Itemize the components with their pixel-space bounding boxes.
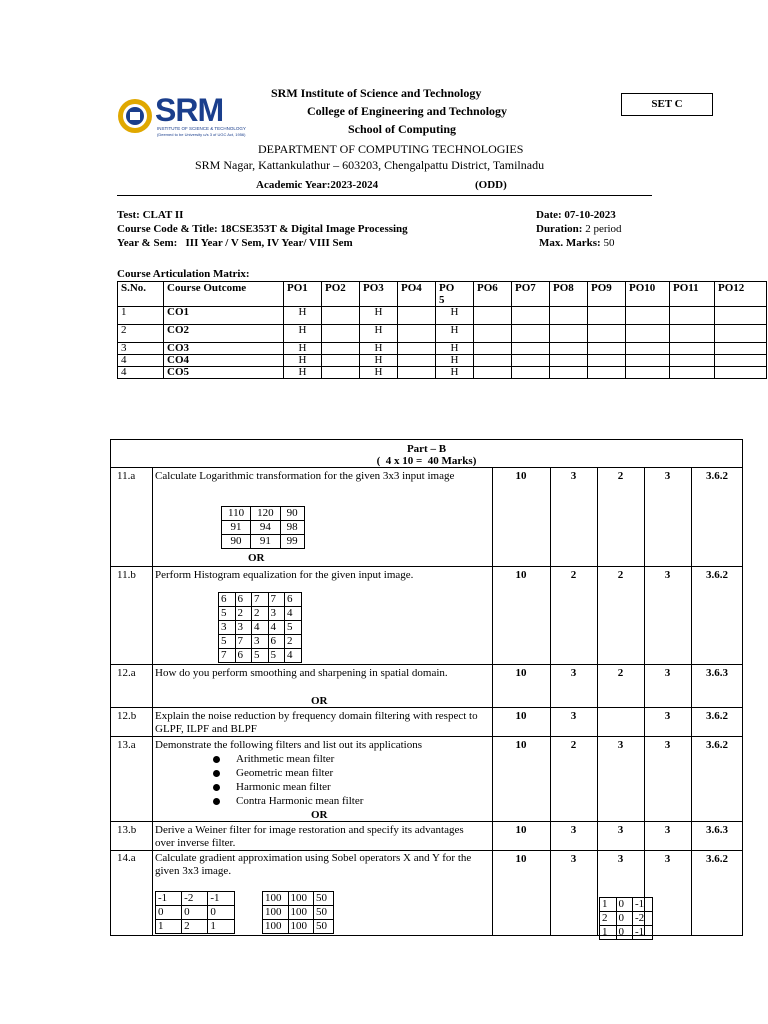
question-marks-14a: 10 xyxy=(515,853,527,865)
srm-logo xyxy=(117,92,247,140)
part-b-title: Part – B xyxy=(406,443,447,455)
question-co-12a: 2 xyxy=(617,667,624,679)
matrix-header-cell: PO11 xyxy=(670,282,715,307)
matrix-title: Course Articulation Matrix: xyxy=(117,268,250,280)
logo-subtitle: INSTITUTE OF SCIENCE & TECHNOLOGY xyxy=(157,126,246,131)
set-label: SET C xyxy=(651,98,683,110)
matrix-cell: H xyxy=(284,307,322,325)
matrix-11a-cell: 120 xyxy=(251,507,281,521)
matrix-cell: H xyxy=(360,355,398,367)
matrix-header-cell: PO1 xyxy=(284,282,322,307)
matrix-11b-cell: 4 xyxy=(285,649,302,663)
question-bl-11b: 2 xyxy=(570,569,577,581)
part-b-subtitle: ( 4 x 10 = 40 Marks) xyxy=(376,455,477,467)
sobel-x-kernel xyxy=(599,897,653,940)
matrix-cell: H xyxy=(436,307,474,325)
matrix-cell: H xyxy=(436,355,474,367)
or-13: OR xyxy=(311,809,328,821)
matrix-cell xyxy=(550,343,588,355)
question-number-14a: 14.a xyxy=(117,852,136,864)
matrix-11b-cell: 2 xyxy=(252,607,269,621)
course-code-title: Course Code & Title: 18CSE353T & Digital Image Processing xyxy=(117,223,408,235)
matrix-cell xyxy=(670,325,715,343)
matrix-11b-cell: 4 xyxy=(252,621,269,635)
matrix-11b-cell: 7 xyxy=(219,649,236,663)
matrix-11b-row xyxy=(219,649,302,663)
matrix-cell xyxy=(715,367,767,379)
matrix-header-cell: PO7 xyxy=(512,282,550,307)
matrix-11a-row xyxy=(222,507,305,521)
sobel-y-cell: -2 xyxy=(182,892,208,906)
school-name: School of Computing xyxy=(348,122,457,136)
question-pi-13b: 3.6.3 xyxy=(706,824,728,836)
question-po-14a: 3 xyxy=(664,853,671,865)
matrix-11a-cell: 98 xyxy=(280,521,304,535)
question-po-13b: 3 xyxy=(664,824,671,836)
matrix-header-cell: PO3 xyxy=(360,282,398,307)
question-co-13b: 3 xyxy=(617,824,624,836)
matrix-cell xyxy=(550,367,588,379)
matrix-11a-row xyxy=(222,535,305,549)
matrix-11b-cell: 5 xyxy=(285,621,302,635)
or-12: OR xyxy=(311,695,328,707)
matrix-11b-cell: 2 xyxy=(285,635,302,649)
filter-list-item xyxy=(213,780,363,794)
sobel-y-row xyxy=(156,906,235,920)
question-bl-14a: 3 xyxy=(570,853,577,865)
matrix-cell xyxy=(398,355,436,367)
logo-tagline: (Deemed to be University u/s 3 of UGC Act, 1956) xyxy=(157,132,246,137)
question-number-11b: 11.b xyxy=(117,569,136,581)
matrix-cell xyxy=(550,325,588,343)
filter-list-item xyxy=(213,752,363,766)
question-po-11a: 3 xyxy=(664,470,671,482)
matrix-cell: H xyxy=(360,367,398,379)
sobel-x-cell: -2 xyxy=(633,912,653,926)
matrix-cell xyxy=(474,343,512,355)
matrix-cell xyxy=(670,307,715,325)
sobel-x-cell: -1 xyxy=(633,898,653,912)
matrix-cell xyxy=(398,367,436,379)
question-marks-13b: 10 xyxy=(515,824,527,836)
matrix-11b-cell: 3 xyxy=(268,607,285,621)
sobel-y-cell: 2 xyxy=(182,920,208,934)
sobel-y-cell: 0 xyxy=(156,906,182,920)
matrix-11a-cell: 90 xyxy=(222,535,251,549)
matrix-cell: H xyxy=(284,343,322,355)
matrix-cell: H xyxy=(360,307,398,325)
sobel-y-cell: -1 xyxy=(156,892,182,906)
matrix-11b-cell: 6 xyxy=(235,649,252,663)
matrix-cell xyxy=(322,307,360,325)
matrix-cell xyxy=(322,325,360,343)
matrix-cell xyxy=(474,355,512,367)
matrix-cell xyxy=(715,343,767,355)
question-bl-13a: 2 xyxy=(570,739,577,751)
matrix-11a-cell: 94 xyxy=(251,521,281,535)
filter-list xyxy=(213,752,363,808)
question-pi-13a: 3.6.2 xyxy=(706,739,728,751)
bullet-icon xyxy=(213,756,220,763)
matrix-cell: H xyxy=(436,343,474,355)
sobel-x-cell: 0 xyxy=(616,926,633,940)
row-divider xyxy=(110,664,743,665)
matrix-cell: CO5 xyxy=(164,367,284,379)
matrix-header-cell: PO6 xyxy=(474,282,512,307)
matrix-11b-cell: 6 xyxy=(285,593,302,607)
question-co-11b: 2 xyxy=(617,569,624,581)
matrix-11b-cell: 3 xyxy=(252,635,269,649)
matrix-cell xyxy=(588,343,626,355)
image-14a-cell: 50 xyxy=(314,892,334,906)
matrix-11b-cell: 6 xyxy=(219,593,236,607)
or-11: OR xyxy=(248,552,265,564)
matrix-cell: H xyxy=(284,355,322,367)
matrix-cell: CO3 xyxy=(164,343,284,355)
sobel-x-row xyxy=(600,898,653,912)
image-14a-row xyxy=(263,892,334,906)
test-date: Date: 07-10-2023 xyxy=(536,209,616,221)
question-bl-11a: 3 xyxy=(570,470,577,482)
matrix-header-cell: PO2 xyxy=(322,282,360,307)
marks-value: 50 xyxy=(600,237,615,249)
matrix-header-cell: S.No. xyxy=(118,282,164,307)
column-divider xyxy=(550,467,551,936)
question-text-13b: Derive a Weiner filter for image restoration and specify its advantages over inverse filter. xyxy=(155,824,464,849)
matrix-cell: CO4 xyxy=(164,355,284,367)
matrix-cell xyxy=(398,343,436,355)
matrix-cell xyxy=(474,325,512,343)
year-sem: Year & Sem: III Year / V Sem, IV Year/ VIII Sem xyxy=(117,237,353,249)
question-bl-13b: 3 xyxy=(570,824,577,836)
question-po-13a: 3 xyxy=(664,739,671,751)
matrix-cell xyxy=(588,325,626,343)
question-text-11b: Perform Histogram equalization for the given input image. xyxy=(155,569,414,581)
question-bl-12b: 3 xyxy=(570,710,577,722)
sobel-y-kernel xyxy=(155,891,235,934)
matrix-cell xyxy=(474,367,512,379)
column-divider xyxy=(691,467,692,936)
question-text-13a: Demonstrate the following filters and list out its applications xyxy=(155,739,423,751)
question-pi-12b: 3.6.2 xyxy=(706,710,728,722)
matrix-cell xyxy=(512,325,550,343)
filter-name: Geometric mean filter xyxy=(236,767,334,779)
department-name: DEPARTMENT OF COMPUTING TECHNOLOGIES xyxy=(258,142,524,156)
institute-name: SRM Institute of Science and Technology xyxy=(271,86,482,100)
matrix-cell xyxy=(512,355,550,367)
sobel-y-row xyxy=(156,892,235,906)
row-divider xyxy=(110,850,743,851)
matrix-11b-row xyxy=(219,635,302,649)
sobel-x-cell: 1 xyxy=(600,898,617,912)
matrix-header-cell: PO 5 xyxy=(436,282,474,307)
question-po-12a: 3 xyxy=(664,667,671,679)
matrix-cell xyxy=(512,367,550,379)
image-14a-row xyxy=(263,906,334,920)
matrix-cell xyxy=(398,325,436,343)
matrix-cell xyxy=(588,355,626,367)
matrix-cell xyxy=(322,343,360,355)
matrix-cell xyxy=(550,355,588,367)
question-number-11a: 11.a xyxy=(117,470,136,482)
matrix-cell xyxy=(474,307,512,325)
matrix-row xyxy=(118,307,767,325)
college-name: College of Engineering and Technology xyxy=(307,104,508,118)
matrix-cell xyxy=(588,307,626,325)
matrix-11b-cell: 5 xyxy=(219,607,236,621)
matrix-11b-row xyxy=(219,621,302,635)
matrix-cell xyxy=(626,367,670,379)
matrix-11a-cell: 110 xyxy=(222,507,251,521)
matrix-11b-cell: 2 xyxy=(235,607,252,621)
matrix-cell xyxy=(715,355,767,367)
question-bl-12a: 3 xyxy=(570,667,577,679)
image-14a-row xyxy=(263,920,334,934)
question-text-12a: How do you perform smoothing and sharpening in spatial domain. xyxy=(155,667,448,679)
set-box xyxy=(621,93,713,116)
matrix-cell xyxy=(715,307,767,325)
sobel-y-cell: 1 xyxy=(208,920,234,934)
question-number-13b: 13.b xyxy=(117,824,137,836)
matrix-cell: 2 xyxy=(118,325,164,343)
filter-name: Harmonic mean filter xyxy=(236,781,331,793)
sobel-y-cell: -1 xyxy=(208,892,234,906)
sobel-x-row xyxy=(600,926,653,940)
matrix-cell: 3 xyxy=(118,343,164,355)
matrix-row xyxy=(118,325,767,343)
matrix-cell xyxy=(322,355,360,367)
matrix-11b-row xyxy=(219,593,302,607)
sobel-x-cell: 0 xyxy=(616,898,633,912)
row-divider xyxy=(110,707,743,708)
question-number-13a: 13.a xyxy=(117,739,136,751)
question-co-11a: 2 xyxy=(617,470,624,482)
matrix-cell xyxy=(398,307,436,325)
row-divider xyxy=(110,821,743,822)
question-number-12b: 12.b xyxy=(117,710,137,722)
question-pi-11b: 3.6.2 xyxy=(706,569,728,581)
articulation-matrix xyxy=(117,281,767,379)
marks-label: Max. Marks: xyxy=(539,237,601,249)
matrix-header-cell: PO4 xyxy=(398,282,436,307)
sobel-y-cell: 1 xyxy=(156,920,182,934)
column-divider xyxy=(152,467,153,936)
question-number-12a: 12.a xyxy=(117,667,136,679)
row-divider xyxy=(110,467,743,468)
question-text-12b: Explain the noise reduction by frequency domain filtering with respect to GLPF, ILPF and BLPF xyxy=(155,710,478,735)
row-divider xyxy=(110,566,743,567)
matrix-cell: 4 xyxy=(118,355,164,367)
matrix-header-cell: PO10 xyxy=(626,282,670,307)
image-14a-cell: 100 xyxy=(288,906,314,920)
row-divider xyxy=(110,736,743,737)
sobel-y-row xyxy=(156,920,235,934)
filter-list-item xyxy=(213,766,363,780)
question-co-14a: 3 xyxy=(617,853,624,865)
question-po-12b: 3 xyxy=(664,710,671,722)
question-pi-12a: 3.6.3 xyxy=(706,667,728,679)
matrix-cell: H xyxy=(360,343,398,355)
matrix-cell: H xyxy=(360,325,398,343)
sobel-x-row xyxy=(600,912,653,926)
bullet-icon xyxy=(213,784,220,791)
matrix-11b-cell: 3 xyxy=(219,621,236,635)
matrix-11b-cell: 4 xyxy=(268,621,285,635)
matrix-header-row xyxy=(118,282,767,307)
bullet-icon xyxy=(213,798,220,805)
image-14a-cell: 100 xyxy=(263,892,289,906)
test-name: Test: CLAT II xyxy=(117,209,184,221)
matrix-cell xyxy=(626,307,670,325)
question-co-13a: 3 xyxy=(617,739,624,751)
sobel-x-cell: -1 xyxy=(633,926,653,940)
matrix-11a-cell: 91 xyxy=(222,521,251,535)
question-marks-12a: 10 xyxy=(515,667,527,679)
matrix-11b-cell: 5 xyxy=(268,649,285,663)
address: SRM Nagar, Kattankulathur – 603203, Chengalpattu District, Tamilnadu xyxy=(195,158,545,172)
matrix-cell xyxy=(322,367,360,379)
matrix-header-cell: Course Outcome xyxy=(164,282,284,307)
matrix-11b-cell: 7 xyxy=(268,593,285,607)
column-divider xyxy=(644,467,645,936)
question-marks-11a: 10 xyxy=(515,470,527,482)
matrix-cell xyxy=(512,343,550,355)
matrix-cell xyxy=(626,343,670,355)
matrix-11a xyxy=(221,506,305,549)
matrix-row xyxy=(118,343,767,355)
matrix-11b xyxy=(218,592,302,663)
matrix-11b-cell: 6 xyxy=(268,635,285,649)
sobel-y-cell: 0 xyxy=(182,906,208,920)
matrix-cell: 1 xyxy=(118,307,164,325)
question-pi-11a: 3.6.2 xyxy=(706,470,728,482)
sobel-x-cell: 2 xyxy=(600,912,617,926)
matrix-cell: H xyxy=(436,325,474,343)
question-po-11b: 3 xyxy=(664,569,671,581)
matrix-11b-cell: 5 xyxy=(219,635,236,649)
matrix-row xyxy=(118,367,767,379)
matrix-11b-cell: 6 xyxy=(235,593,252,607)
srm-emblem-icon xyxy=(117,98,153,134)
image-14a-cell: 100 xyxy=(263,906,289,920)
matrix-11b-cell: 7 xyxy=(252,593,269,607)
matrix-cell: H xyxy=(284,367,322,379)
academic-year: Academic Year:2023-2024 xyxy=(256,179,379,191)
sobel-y-cell: 0 xyxy=(208,906,234,920)
matrix-11b-cell: 7 xyxy=(235,635,252,649)
matrix-cell: CO2 xyxy=(164,325,284,343)
matrix-cell xyxy=(588,367,626,379)
logo-text: SRM xyxy=(155,92,224,128)
question-text-11a: Calculate Logarithmic transformation for the given 3x3 input image xyxy=(155,470,455,482)
matrix-11b-cell: 5 xyxy=(252,649,269,663)
matrix-cell: H xyxy=(436,367,474,379)
matrix-cell xyxy=(670,355,715,367)
matrix-11a-cell: 99 xyxy=(280,535,304,549)
matrix-row xyxy=(118,355,767,367)
image-14a-cell: 100 xyxy=(288,920,314,934)
filter-list-item xyxy=(213,794,363,808)
matrix-11a-row xyxy=(222,521,305,535)
duration-label: Duration: xyxy=(536,223,583,235)
image-14a-cell: 100 xyxy=(288,892,314,906)
matrix-cell: H xyxy=(284,325,322,343)
image-14a-cell: 50 xyxy=(314,920,334,934)
duration-value: 2 period xyxy=(582,223,622,235)
matrix-cell xyxy=(670,343,715,355)
matrix-cell xyxy=(626,325,670,343)
question-marks-12b: 10 xyxy=(515,710,527,722)
image-14a-cell: 50 xyxy=(314,906,334,920)
question-pi-14a: 3.6.2 xyxy=(706,853,728,865)
matrix-11a-cell: 91 xyxy=(251,535,281,549)
sobel-x-cell: 1 xyxy=(600,926,617,940)
matrix-header-cell: PO12 xyxy=(715,282,767,307)
matrix-header-cell: PO9 xyxy=(588,282,626,307)
semester-type: (ODD) xyxy=(475,179,507,191)
column-divider xyxy=(597,467,598,936)
matrix-cell xyxy=(626,355,670,367)
matrix-cell xyxy=(670,367,715,379)
max-marks xyxy=(539,237,614,249)
question-marks-13a: 10 xyxy=(515,739,527,751)
matrix-cell xyxy=(715,325,767,343)
input-image-14a xyxy=(262,891,334,934)
question-text-14a: Calculate gradient approximation using Sobel operators X and Y for the given 3x3 image. xyxy=(155,852,472,877)
image-14a-cell: 100 xyxy=(263,920,289,934)
filter-name: Arithmetic mean filter xyxy=(236,753,335,765)
matrix-11a-cell: 90 xyxy=(280,507,304,521)
bullet-icon xyxy=(213,770,220,777)
duration xyxy=(536,223,622,235)
matrix-11b-cell: 3 xyxy=(235,621,252,635)
sobel-x-cell: 0 xyxy=(616,912,633,926)
question-marks-11b: 10 xyxy=(515,569,527,581)
matrix-cell xyxy=(512,307,550,325)
matrix-header-cell: PO8 xyxy=(550,282,588,307)
matrix-cell xyxy=(550,307,588,325)
matrix-11b-cell: 4 xyxy=(285,607,302,621)
header-divider xyxy=(117,195,652,196)
matrix-cell: CO1 xyxy=(164,307,284,325)
filter-name: Contra Harmonic mean filter xyxy=(236,795,364,807)
matrix-11b-row xyxy=(219,607,302,621)
column-divider xyxy=(492,467,493,936)
matrix-cell: 4 xyxy=(118,367,164,379)
